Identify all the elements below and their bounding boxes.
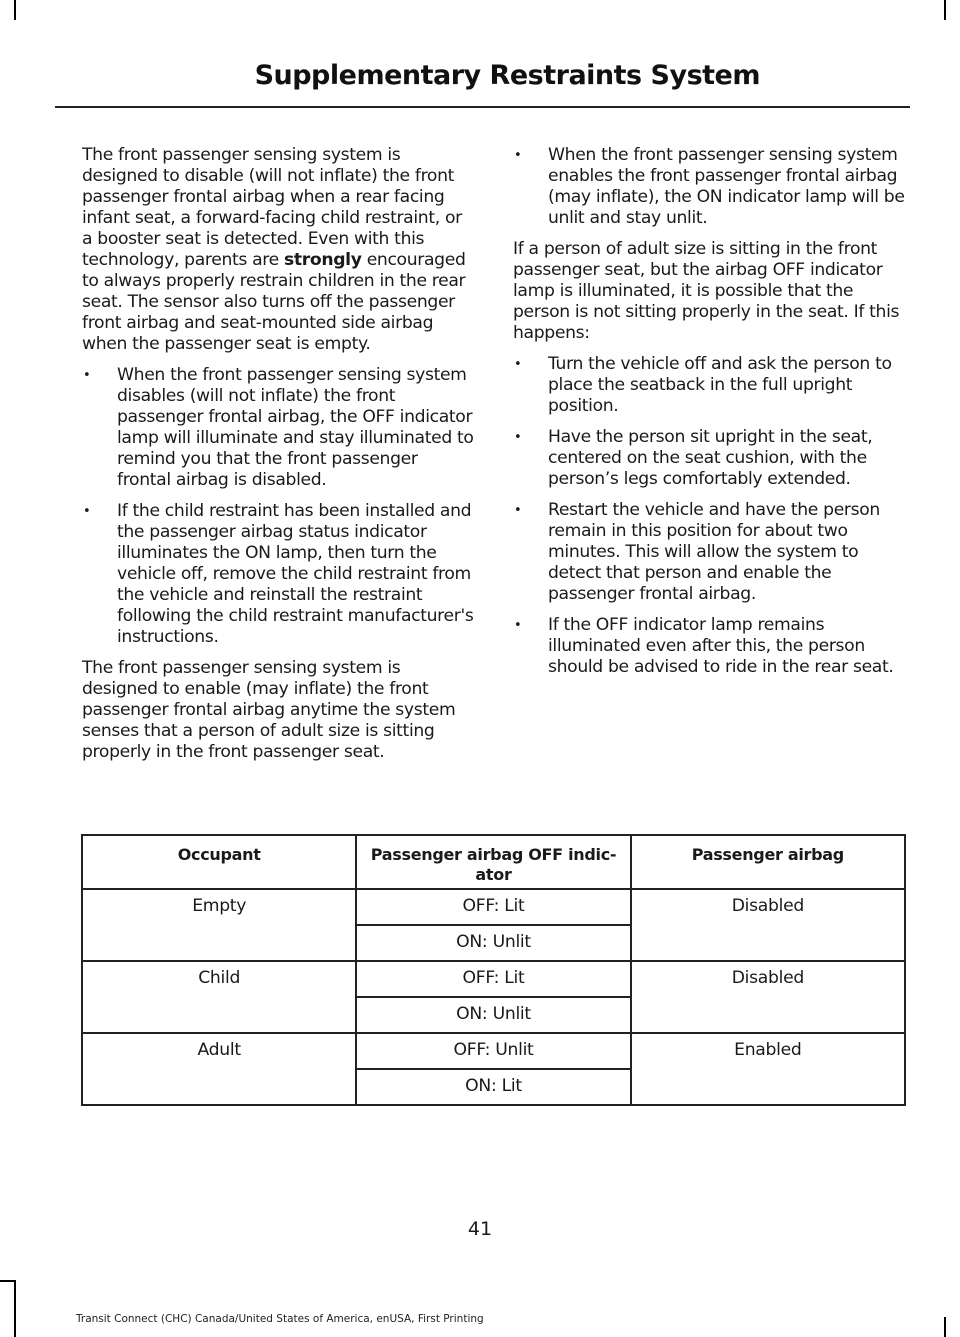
- indicator-cell: OFF: Unlit: [356, 1033, 630, 1069]
- crop-mark-bottom-right: [944, 1317, 946, 1337]
- occupant-cell: Empty: [82, 889, 356, 961]
- bullet-list: [513, 145, 908, 229]
- occupant-cell: Adult: [82, 1033, 356, 1105]
- indicator-cell: OFF: Lit: [356, 889, 630, 925]
- indicator-cell: OFF: Lit: [356, 961, 630, 997]
- list-item: • Have the person sit upright in the seat, centered on the seat cushion, with the person’s legs comfortably extended.: [513, 427, 908, 490]
- intro-paragraph: The front passenger sensing system is designed to disable (will not inflate) the front passenger frontal airbag when a rear facing infant seat, a forward-facing child restraint, or a booster seat is detected. Even with this technology, parents are strongly encouraged to always properly restrain children in the rear seat. The sensor also turns off the passenger front airbag and seat-mounted side airbag when the passenger seat is empty.: [82, 145, 466, 354]
- indicator-cell: ON: Unlit: [356, 925, 630, 961]
- indicator-cell: ON: Unlit: [356, 997, 630, 1033]
- list-item: • If the OFF indicator lamp remains illuminated even after this, the person should be advised to ride in the rear seat.: [513, 615, 908, 678]
- list-item: • When the front passenger sensing system disables (will not inflate) the front passenger frontal airbag, the OFF indicator lamp will illuminate and stay illuminated to remind you that the front passenger frontal airbag is disabled.: [82, 365, 475, 491]
- list-item: • Restart the vehicle and have the person remain in this position for about two minutes. This will allow the system to detect that person and enable the passenger frontal airbag.: [513, 500, 908, 605]
- crop-mark-bottom-left: [14, 1280, 16, 1337]
- list-item: • Turn the vehicle off and ask the person to place the seatback in the full upright position.: [513, 354, 908, 417]
- left-column: [82, 145, 475, 773]
- column-header-airbag: Passenger airbag: [631, 835, 905, 889]
- indicator-cell: ON: Lit: [356, 1069, 630, 1105]
- crop-mark-bottom-left-h: [0, 1280, 16, 1282]
- column-header-indicator: Passenger airbag OFF indic- ator: [356, 835, 630, 889]
- airbag-cell: Disabled: [631, 889, 905, 961]
- airbag-cell: Enabled: [631, 1033, 905, 1105]
- page-number: 41: [467, 1218, 493, 1240]
- table-row: [82, 889, 905, 925]
- table-row: [82, 961, 905, 997]
- table-row: [82, 1033, 905, 1069]
- right-column: [513, 145, 908, 688]
- list-item: • When the front passenger sensing system enables the front passenger frontal airbag (may inflate), the ON indicator lamp will be unlit and stay unlit.: [513, 145, 908, 229]
- airbag-status-table: [81, 834, 906, 1106]
- closing-paragraph: The front passenger sensing system is designed to enable (may inflate) the front passenger frontal airbag anytime the system senses that a person of adult size is sitting properly in the front passenger seat.: [82, 658, 456, 762]
- emphasis-text: strongly: [284, 250, 362, 270]
- footer-text: Transit Connect (CHC) Canada/United States of America, enUSA, First Printing: [76, 1313, 484, 1325]
- bullet-list: [513, 354, 908, 678]
- page-title: Supplementary Restraints System: [254, 60, 760, 91]
- crop-mark-top-right: [944, 0, 946, 20]
- table-header-row: [82, 835, 905, 889]
- condition-paragraph: If a person of adult size is sitting in the front passenger seat, but the airbag OFF indicator lamp is illuminated, it is possible that the person is not sitting properly in the seat. If this happens:: [513, 239, 900, 343]
- header-rule: [55, 106, 910, 108]
- column-header-occupant: Occupant: [82, 835, 356, 889]
- list-item: • If the child restraint has been installed and the passenger airbag status indicator illuminates the ON lamp, then turn the vehicle off, remove the child restraint from the vehicle and reinstall the restraint following the child restraint manufacturer's instructions.: [82, 501, 475, 648]
- crop-mark-top-left: [14, 0, 16, 20]
- occupant-cell: Child: [82, 961, 356, 1033]
- airbag-cell: Disabled: [631, 961, 905, 1033]
- bullet-list: [82, 365, 475, 648]
